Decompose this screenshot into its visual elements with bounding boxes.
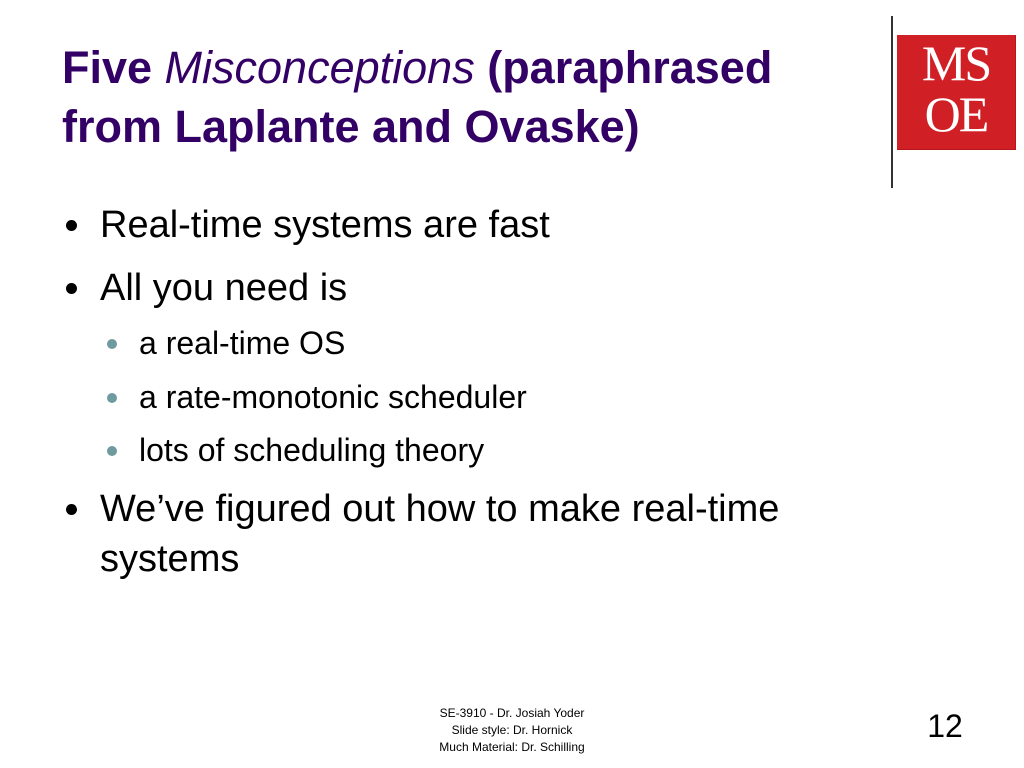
footer-material-line: Much Material: Dr. Schilling <box>439 740 585 754</box>
bullet-item: All you need is <box>100 263 900 313</box>
bullet-item: Real-time systems are fast <box>100 200 900 250</box>
header-divider <box>891 16 893 188</box>
slide-title <box>62 38 862 156</box>
title-part-five: Five <box>62 42 165 93</box>
logo-line-oe: OE <box>924 86 988 142</box>
msoe-logo <box>897 35 1016 150</box>
footer-style-line: Slide style: Dr. Hornick <box>451 723 573 737</box>
page-number: 12 <box>927 708 963 744</box>
title-part-misconceptions: Misconceptions <box>164 42 475 93</box>
bullet-item: We’ve figured out how to make real-time systems <box>100 484 900 584</box>
sub-bullet-item: a real-time OS <box>139 323 839 363</box>
sub-bullet-item: lots of scheduling theory <box>139 430 839 470</box>
sub-bullet-item: a rate-monotonic scheduler <box>139 377 839 417</box>
logo-line-ms: MS <box>921 35 991 91</box>
footer-course-line: SE-3910 - Dr. Josiah Yoder <box>439 706 585 720</box>
slide-footer <box>412 705 612 756</box>
title-part-source: (paraphrased from Laplante and Ovaske) <box>62 42 773 152</box>
